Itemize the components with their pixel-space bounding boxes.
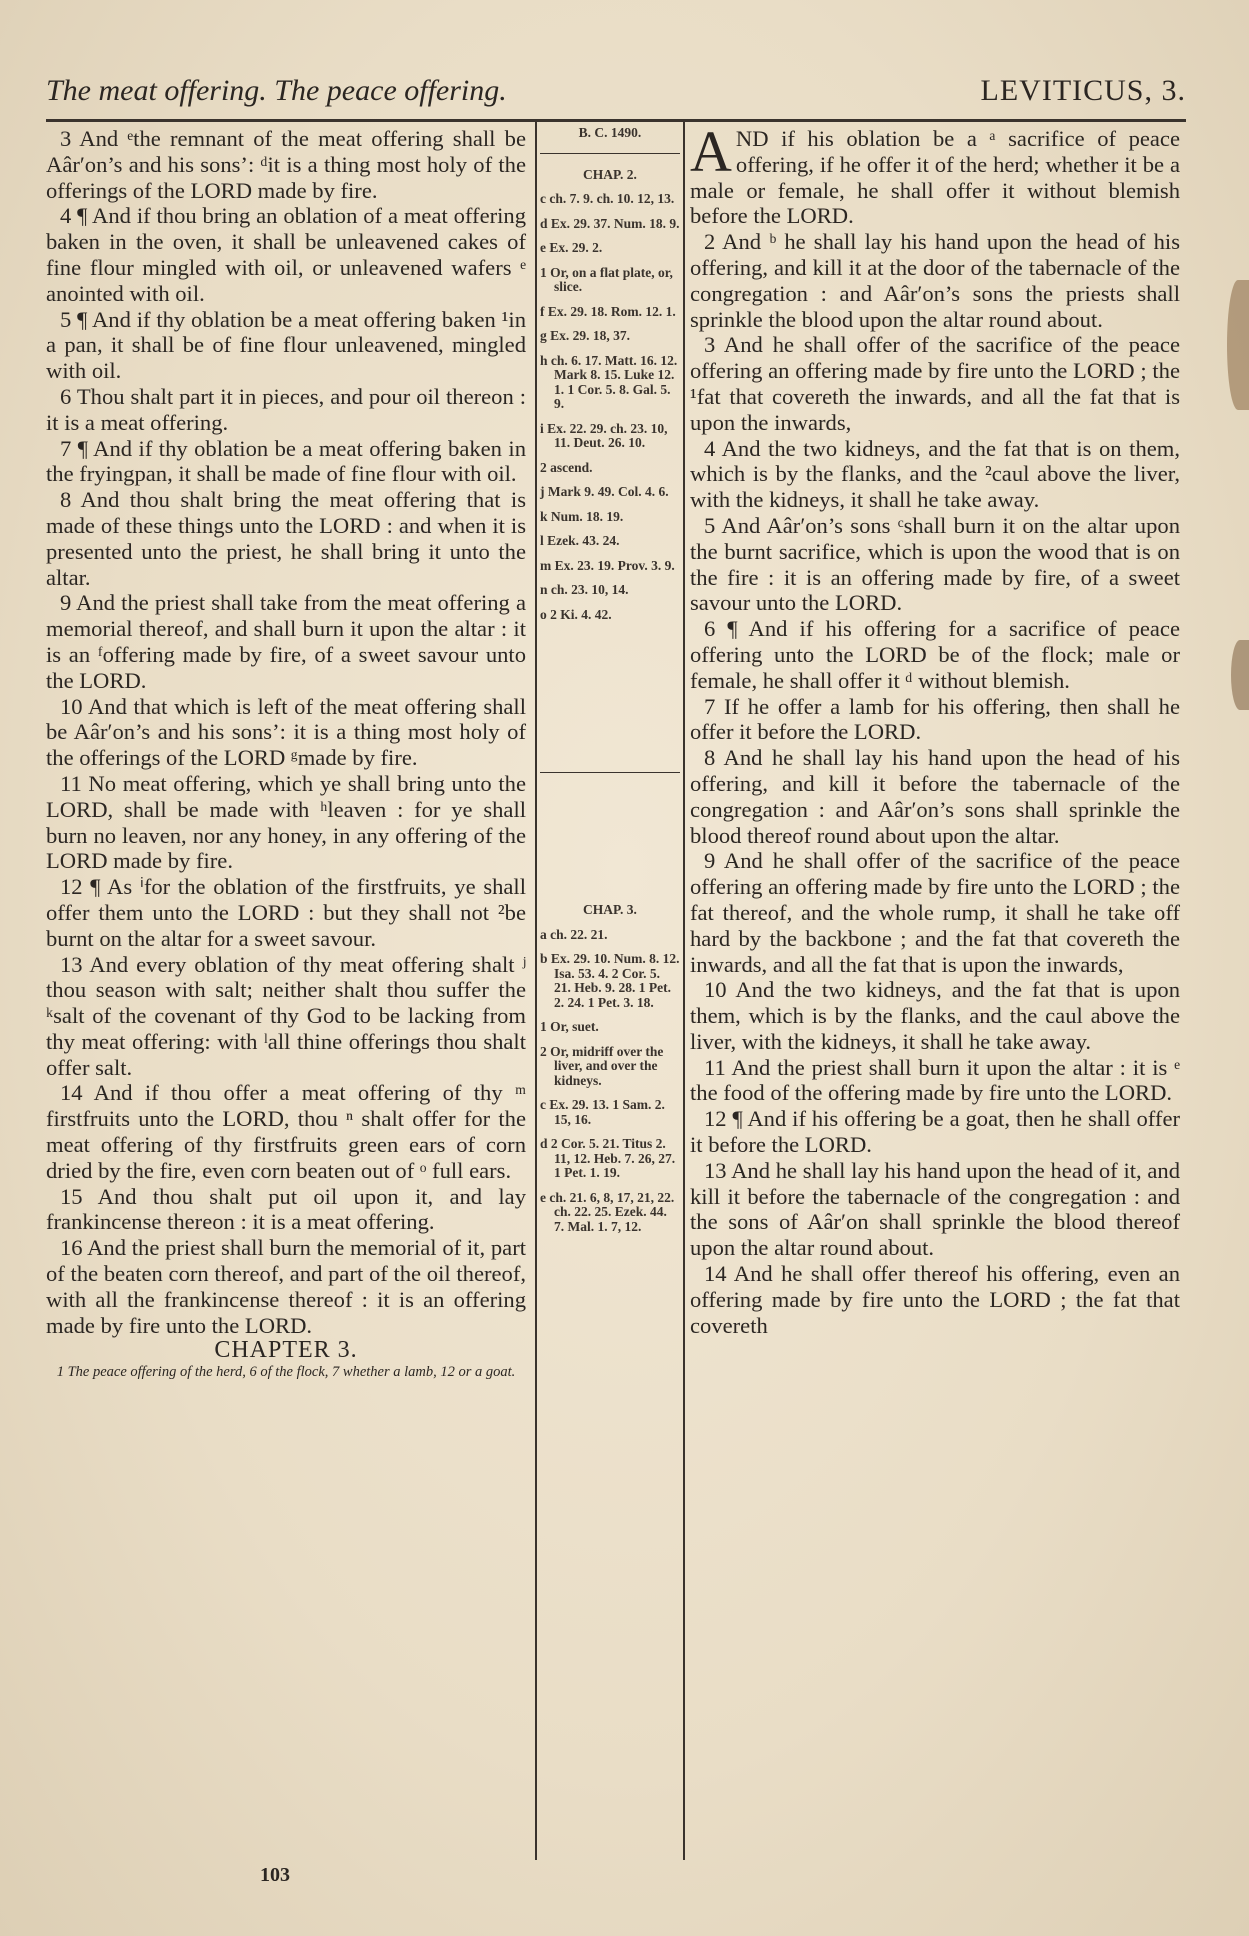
verse-3-11: 11 And the priest shall burn it upon the altar : it is ᵉ the food of the offering made by fire unto the LORD. [690, 1054, 1180, 1106]
page-stain-small [1231, 640, 1249, 710]
margin-chap3-label: CHAP. 3. [583, 902, 637, 917]
verse-3-1-text: ND if his oblation be a ᵃ sacrifice of peace offering, if he offer it of the herd; whether it be a male or female, he shall offer it without blemish before the LORD. [690, 126, 1180, 229]
verse-2-15: 15 And thou shalt put oil upon it, and lay frankincense thereon : it is a meat offering. [46, 1183, 526, 1235]
verse-3-4: 4 And the two kidneys, and the fat that is on them, which is by the flanks, and the ²caul above the liver, with the kidneys, it shall he take away. [690, 435, 1180, 513]
margin-note: 1 Or, suet. [540, 1019, 599, 1034]
running-header [46, 74, 1186, 116]
center-margin-references [540, 126, 680, 1244]
margin-note: 2 ascend. [540, 459, 593, 475]
verse-2-7: 7 ¶ And if thy oblation be a meat offering baken in the fryingpan, it shall be made of fine flour with oil. [46, 435, 526, 487]
verse-2-14: 14 And if thou offer a meat offering of thy ᵐ firstfruits unto the LORD, thou ⁿ shalt offer for the meat offering of thy firstfruits green ears of corn dried by the fire, even corn beaten out of ᵒ full ears. [46, 1080, 526, 1183]
column-divider-right [683, 120, 685, 1860]
header-left-title: The meat offering. The peace offering. [46, 74, 507, 107]
margin-note: i Ex. 22. 29. ch. 23. 10, 11. Deut. 26. 10. [540, 420, 668, 450]
margin-note: e Ex. 29. 2. [540, 240, 603, 255]
margin-note: b Ex. 29. 10. Num. 8. 12. Isa. 53. 4. 2 Cor. 5. 21. Heb. 9. 28. 1 Pet. 2. 24. 1 Pet. 3. 18. [540, 951, 680, 1010]
verse-3-2: 2 And ᵇ he shall lay his hand upon the head of his offering, and kill it at the door of the tabernacle of the congregation : and Aâr′on’s sons the priests shall sprinkle the blood upon the altar round about. [690, 229, 1180, 332]
verse-3-10: 10 And the two kidneys, and the fat that is upon them, which is by the flanks, and the caul above the liver, with the kidneys, it shall he take away. [690, 977, 1180, 1054]
verse-2-3: 3 And ᵉthe remnant of the meat offering shall be Aâr′on’s and his sons’: ᵈit is a thing most holy of the offerings of the LORD made by fire. [46, 126, 526, 203]
column-divider-left [535, 120, 537, 1860]
margin-note: 2 Or, midriff over the liver, and over the kidneys. [540, 1043, 664, 1088]
header-right-title: LEVITICUS, 3. [980, 74, 1186, 107]
verse-3-13: 13 And he shall lay his hand upon the head of it, and kill it before the tabernacle of the congregation : and the sons of Aâr′on shall sprinkle the blood thereof upon the altar round about. [690, 1157, 1180, 1261]
margin-date: B. C. 1490. [578, 125, 642, 140]
margin-chap2-label: CHAP. 2. [583, 166, 637, 182]
chapter-heading: CHAPTER 3. [214, 1337, 358, 1364]
right-text-column [690, 119, 1180, 1338]
verse-2-5: 5 ¶ And if thy oblation be a meat offering baken ¹in a pan, it shall be of fine flour unleavened, mingled with oil. [46, 306, 526, 384]
margin-note: m Ex. 23. 19. Prov. 3. 9. [540, 557, 675, 573]
margin-note: e ch. 21. 6, 8, 17, 21, 22. ch. 22. 25. Ezek. 44. 7. Mal. 1. 7, 12. [540, 1189, 675, 1234]
verse-2-9: 9 And the priest shall take from the meat offering a memorial thereof, and shall burn it upon the altar : it is an ᶠoffering made by fire, of a sweet savour unto the LORD. [46, 590, 526, 693]
verse-3-7: 7 If he offer a lamb for his offering, then shall he offer it before the LORD. [690, 693, 1180, 745]
header-rule [46, 119, 1186, 122]
margin-note: g Ex. 29. 18, 37. [540, 328, 631, 343]
verse-2-12: 12 ¶ As ⁱfor the oblation of the firstfruits, ye shall offer them unto the LORD : but they shall not ²be burnt on the altar for a sweet savour. [46, 874, 526, 951]
verse-3-1 [690, 119, 1180, 229]
margin-note: k Num. 18. 19. [540, 508, 624, 524]
verse-2-6: 6 Thou shalt part it in pieces, and pour oil thereon : it is a meat offering. [46, 383, 526, 435]
margin-note: c Ex. 29. 13. 1 Sam. 2. 15, 16. [540, 1097, 665, 1127]
margin-note: n ch. 23. 10, 14. [540, 582, 629, 597]
verse-3-3: 3 And he shall offer of the sacrifice of the peace offering an offering made by fire unto the LORD ; the ¹fat that covereth the inwards, and all the fat that is upon the inwards, [690, 332, 1180, 435]
margin-note: c ch. 7. 9. ch. 10. 12, 13. [540, 191, 675, 206]
margin-note: o 2 Ki. 4. 42. [540, 606, 612, 622]
page-stain [1227, 280, 1249, 410]
margin-note: f Ex. 29. 18. Rom. 12. 1. [540, 303, 676, 319]
verse-3-14: 14 And he shall offer thereof his offering, even an offering made by fire unto the LORD ; the fat that covereth [690, 1261, 1180, 1338]
margin-note: d 2 Cor. 5. 21. Titus 2. 11, 12. Heb. 7. 26, 27. 1 Pet. 1. 19. [540, 1136, 676, 1180]
margin-note: d Ex. 29. 37. Num. 18. 9. [540, 215, 680, 231]
drop-cap: A [690, 119, 732, 184]
margin-note: a ch. 22. 21. [540, 926, 608, 942]
margin-rule [540, 153, 680, 154]
margin-note: h ch. 6. 17. Matt. 16. 12. Mark 8. 15. Luke 12. 1. 1 Cor. 5. 8. Gal. 5. 9. [540, 352, 678, 411]
verse-2-16: 16 And the priest shall burn the memorial of it, part of the beaten corn thereof, and part of the oil thereof, with all the frankincense thereof : it is an offering made by fire unto the LORD. [46, 1235, 526, 1338]
verse-2-11: 11 No meat offering, which ye shall bring unto the LORD, shall be made with ʰleaven : for ye shall burn no leaven, nor any honey, in any offering of the LORD made by fire. [46, 770, 526, 874]
margin-note: j Mark 9. 49. Col. 4. 6. [540, 484, 669, 499]
margin-note: l Ezek. 43. 24. [540, 533, 620, 548]
verse-3-9: 9 And he shall offer of the sacrifice of the peace offering an offering made by fire unto the LORD ; the fat thereof, and the whole rump, it shall he take off hard by the backbone ; and the fat that covereth the inwards, and all the fat that is upon the inwards, [690, 848, 1180, 977]
verse-2-4: 4 ¶ And if thou bring an oblation of a meat offering baken in the oven, it shall be unleavened cakes of fine flour mingled with oil, or unleavened wafers ᵉ anointed with oil. [46, 203, 526, 306]
verse-2-13: 13 And every oblation of thy meat offering shalt ʲ thou season with salt; neither shalt thou suffer the ᵏsalt of the covenant of thy God to be lacking from thy meat offering: with ˡall thine offerings thou shalt offer salt. [46, 951, 526, 1080]
left-text-column [46, 126, 526, 1380]
verse-3-6: 6 ¶ And if his offering for a sacrifice of peace offering unto the LORD be of the flock; male or female, he shall offer it ᵈ without blemish. [690, 616, 1180, 693]
verse-3-8: 8 And he shall lay his hand upon the head of his offering, and kill it before the tabernacle of the congregation : and Aâr′on’s sons shall sprinkle the blood thereof round about upon the altar. [690, 745, 1180, 848]
page-number: 103 [260, 1864, 290, 1886]
verse-3-12: 12 ¶ And if his offering be a goat, then he shall offer it before the LORD. [690, 1106, 1180, 1158]
margin-note: 1 Or, on a flat plate, or, slice. [540, 264, 673, 294]
verse-3-5: 5 And Aâr′on’s sons ᶜshall burn it on the altar upon the burnt sacrifice, which is upon the wood that is on the fire : it is an offering made by fire, of a sweet savour unto the LORD. [690, 512, 1180, 616]
verse-2-8: 8 And thou shalt bring the meat offering that is made of these things unto the LORD : and when it is presented unto the priest, he shall bring it unto the altar. [46, 487, 526, 590]
chapter-summary: 1 The peace offering of the herd, 6 of the flock, 7 whether a lamb, 12 or a goat. [56, 1364, 516, 1381]
verse-2-10: 10 And that which is left of the meat offering shall be Aâr′on’s and his sons’: it is a thing most holy of the offerings of the LORD ᵍmade by fire. [46, 693, 526, 771]
margin-rule [540, 772, 680, 773]
